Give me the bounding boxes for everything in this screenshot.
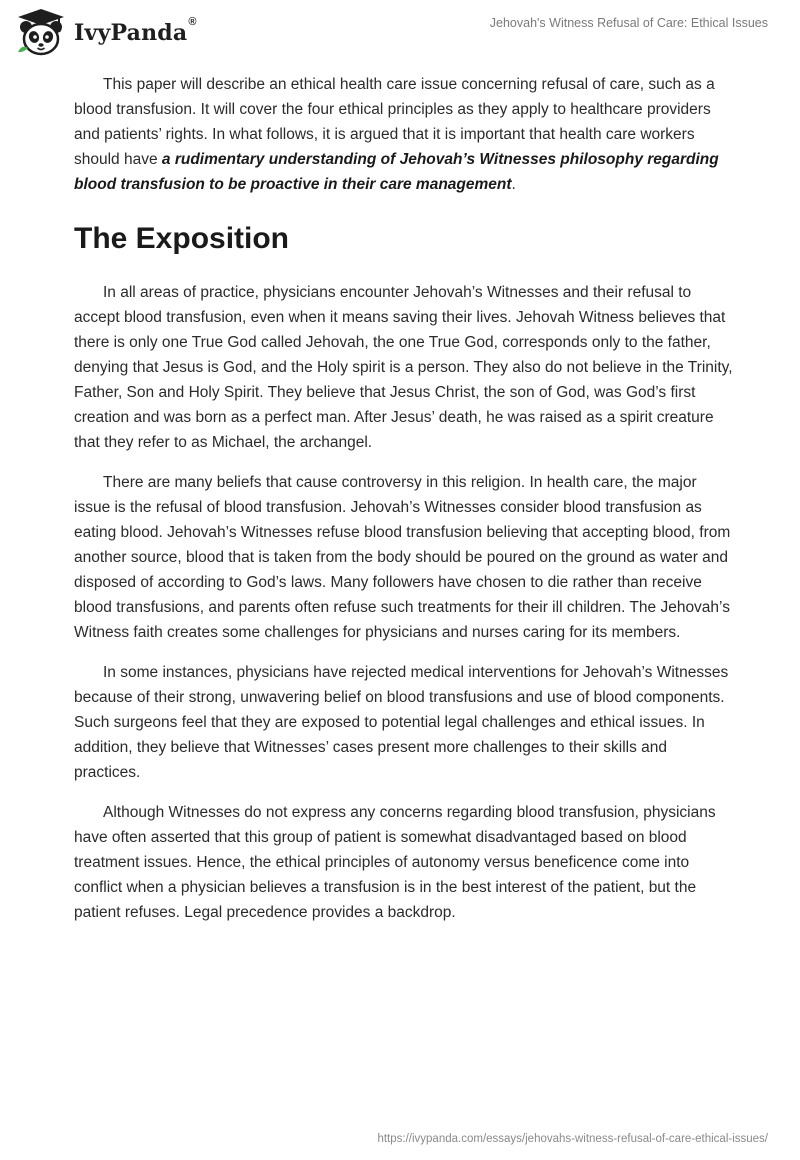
brand-name: IvyPanda® [74,16,197,46]
intro-paragraph [74,72,734,197]
page-header [0,0,800,70]
section-heading: The Exposition [74,222,290,255]
panda-graduate-icon [14,6,68,60]
body-paragraph-4: Although Witnesses do not express any concerns regarding blood transfusion, physicians have often asserted that this group of patient is somewhat disadvantaged based on blood treatment issues. Hence, the ethical principles of autonomy versus beneficence come into conflict when a physician believes a transfusion is in the best interest of the patient, but the patient refuses. Legal precedence provides a backdrop. [74,804,716,921]
brand-logo[interactable] [14,6,197,60]
body-paragraph-1: In all areas of practice, physicians encounter Jehovah’s Witnesses and their refusal to accept blood transfusion, even when it means saving their lives. Jehovah Witness believes that there is only one True God called Jehovah, the one True God, corresponds only to the father, denying that Jesus is God, and the Holy spirit is a person. They also do not believe in the Trinity, Father, Son and Holy Spirit. They believe that Jesus Christ, the son of God, was God’s first creation and was born as a perfect man. After Jesus’ death, he was raised as a spirit creature that they refer to as Michael, the archangel. [74,284,733,451]
thesis-statement: a rudimentary understanding of Jehovah’s Witnesses philosophy regarding blood transfusion to be proactive in their care management [74,151,719,193]
intro-text-after: . [511,176,516,193]
document-title: Jehovah's Witness Refusal of Care: Ethical Issues [489,16,768,30]
body-paragraph-3: In some instances, physicians have rejected medical interventions for Jehovah’s Witnesses because of their strong, unwavering belief on blood transfusions and use of blood components. Such surgeons feel that they are exposed to potential legal challenges and ethical issues. In addition, they believe that Witnesses’ cases present more challenges to their skills and practices. [74,664,729,781]
source-url[interactable]: https://ivypanda.com/essays/jehovahs-witness-refusal-of-care-ethical-issues/ [377,1133,768,1145]
essay-body [74,72,734,925]
intro-text-before: This paper will describe an ethical health care issue concerning refusal of care, such as a blood transfusion. It will cover the four ethical principles as they apply to healthcare providers and patients’ rights. In what follows, it is argued that it is important that health care workers should have [74,76,715,168]
body-paragraph-2: There are many beliefs that cause controversy in this religion. In health care, the major issue is the refusal of blood transfusion. Jehovah’s Witnesses consider blood transfusion as eating blood. Jehovah’s Witnesses refuse blood transfusion believing that accepting blood, from another source, blood that is taken from the body should be poured on the ground as water and disposed of according to God’s laws. Many followers have chosen to die rather than receive blood transfusions, and parents often refuse such treatments for their ill children. The Jehovah’s Witness faith creates some challenges for physicians and nurses caring for its members. [74,474,731,641]
registered-mark: ® [188,16,197,28]
